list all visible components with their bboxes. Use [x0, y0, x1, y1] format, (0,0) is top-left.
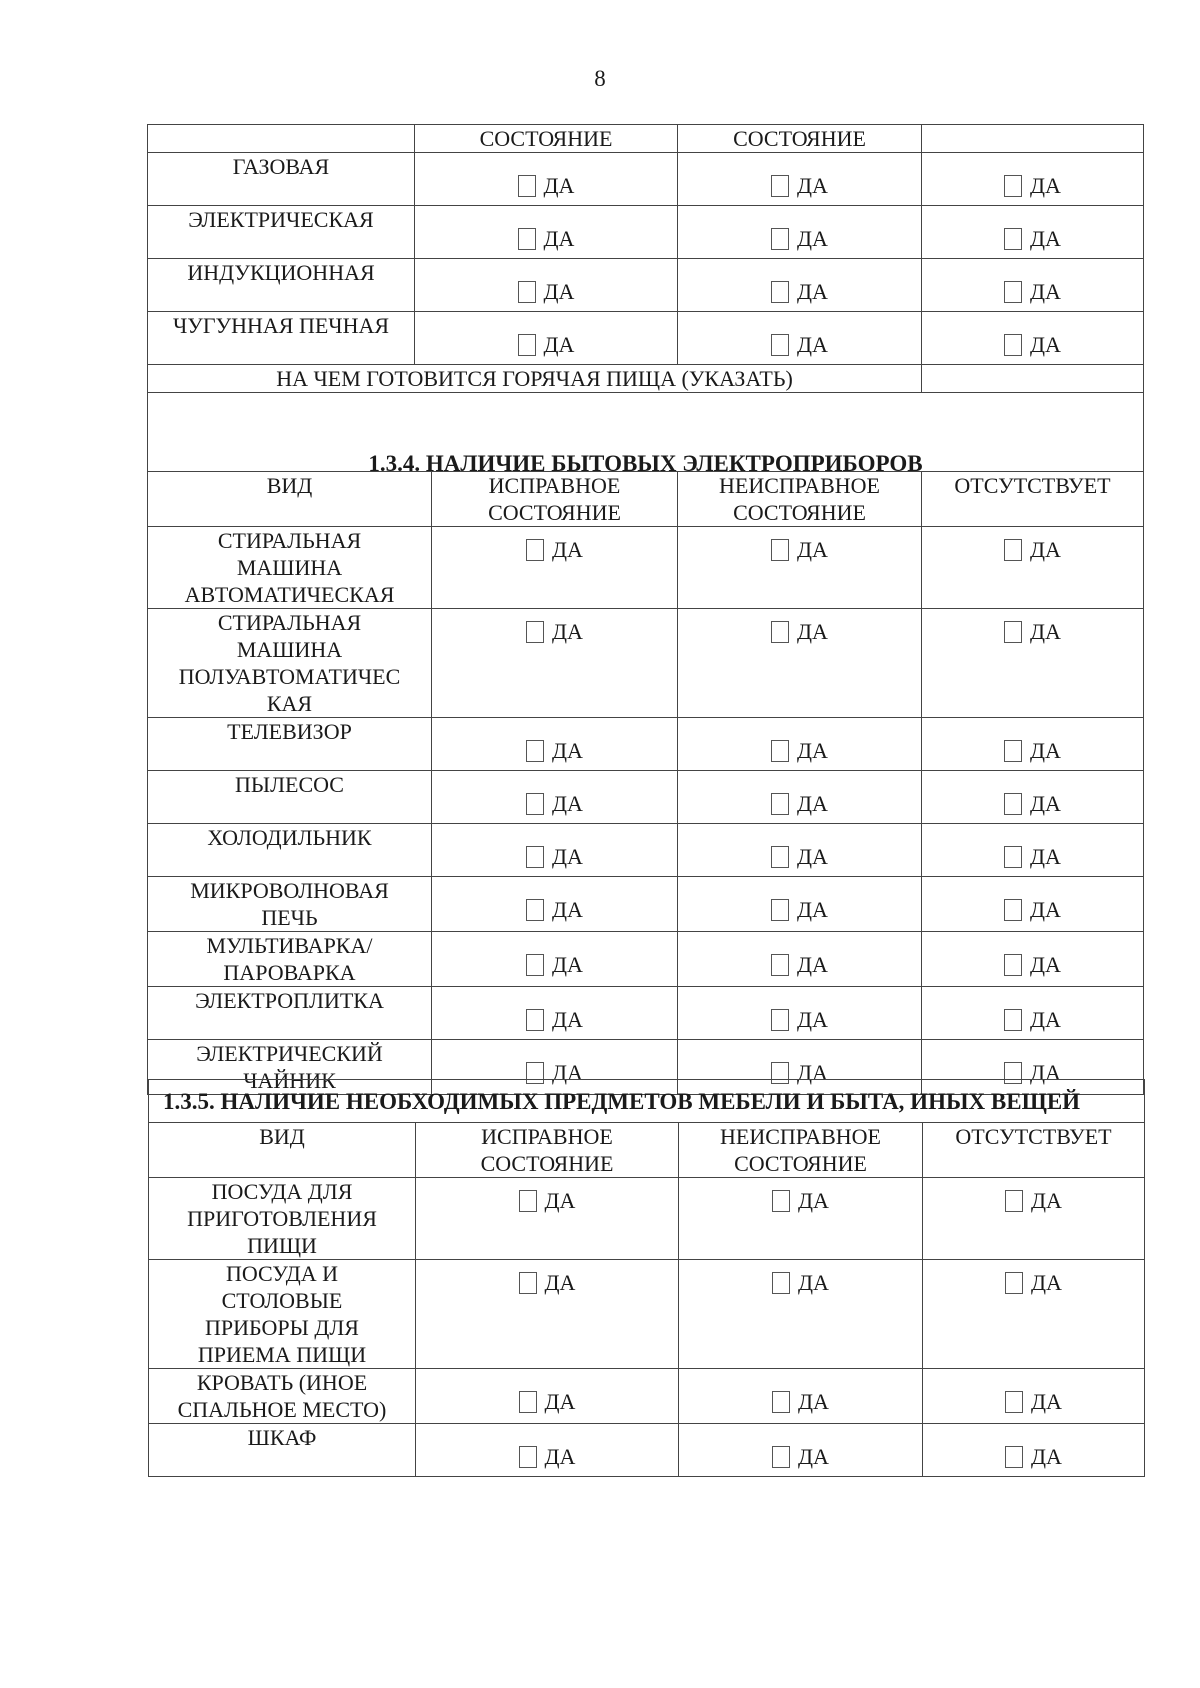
checkbox-label: ДА	[552, 791, 583, 816]
absent-checkbox[interactable]	[922, 899, 1143, 921]
checkbox-square-icon[interactable]	[772, 1190, 790, 1212]
checkbox-square-icon[interactable]	[526, 539, 544, 561]
page-number: 8	[594, 66, 606, 91]
working-checkbox[interactable]	[432, 1009, 677, 1031]
checkbox-square-icon[interactable]	[1004, 539, 1022, 561]
working-checkbox[interactable]	[416, 1391, 678, 1413]
working-checkbox[interactable]	[432, 539, 677, 561]
broken-cell	[679, 1260, 923, 1369]
checkbox-square-icon[interactable]	[1004, 621, 1022, 643]
absent-cell	[923, 1369, 1145, 1424]
checkbox-square-icon[interactable]	[1004, 334, 1022, 356]
working-checkbox[interactable]	[432, 899, 677, 921]
checkbox-label: ДА	[797, 738, 828, 763]
stove-type-table	[147, 124, 1144, 477]
working-checkbox[interactable]	[432, 621, 677, 643]
checkbox-label: ДА	[1030, 1007, 1061, 1032]
checkbox-label: ДА	[798, 1389, 829, 1414]
checkbox-label: ДА	[797, 279, 828, 304]
absent-cell	[923, 1424, 1145, 1477]
absent-checkbox[interactable]	[922, 846, 1143, 868]
checkbox-label: ДА	[797, 844, 828, 869]
table-row	[148, 987, 1144, 1040]
broken-checkbox[interactable]	[679, 1446, 922, 1468]
working-checkbox[interactable]	[415, 334, 677, 356]
absent-checkbox[interactable]	[922, 793, 1143, 815]
furniture-table	[148, 1079, 1145, 1477]
section-title: 1.3.5. НАЛИЧИЕ НЕОБХОДИМЫХ ПРЕДМЕТОВ МЕБЕЛИ И БЫТА, ИНЫХ ВЕЩЕЙ	[149, 1080, 1145, 1123]
table-row	[148, 932, 1144, 987]
absent-cell	[922, 206, 1144, 259]
absent-cell	[922, 259, 1144, 312]
checkbox-label: ДА	[543, 332, 575, 357]
checkbox-square-icon[interactable]	[1005, 1391, 1023, 1413]
working-checkbox[interactable]	[416, 1272, 678, 1294]
header-row	[148, 125, 1144, 153]
checkbox-label: ДА	[797, 173, 828, 198]
working-cell	[432, 877, 678, 932]
broken-cell	[678, 259, 922, 312]
checkbox-square-icon[interactable]	[1004, 175, 1022, 197]
checkbox-label: ДА	[544, 1444, 576, 1469]
absent-cell	[922, 153, 1144, 206]
checkbox-square-icon[interactable]	[771, 954, 789, 976]
checkbox-label: ДА	[1031, 1444, 1062, 1469]
checkbox-square-icon[interactable]	[518, 228, 536, 250]
column-header: ИСПРАВНОЕ СОСТОЯНИЕ	[416, 1123, 679, 1178]
row-label: ПОСУДА ДЛЯ ПРИГОТОВЛЕНИЯ ПИЩИ	[149, 1178, 416, 1260]
working-checkbox[interactable]	[415, 175, 677, 197]
absent-cell	[922, 987, 1144, 1040]
row-label: ГАЗОВАЯ	[148, 153, 415, 206]
absent-cell	[922, 609, 1144, 718]
checkbox-label: ДА	[543, 279, 575, 304]
row-label: ИНДУКЦИОННАЯ	[148, 259, 415, 312]
broken-checkbox[interactable]	[678, 539, 921, 561]
working-cell	[415, 259, 678, 312]
checkbox-label: ДА	[1030, 1060, 1061, 1085]
checkbox-square-icon[interactable]	[519, 1446, 537, 1468]
checkbox-label: ДА	[544, 1188, 576, 1213]
broken-cell	[678, 987, 922, 1040]
working-checkbox[interactable]	[416, 1190, 678, 1212]
checkbox-square-icon[interactable]	[1004, 846, 1022, 868]
checkbox-label: ДА	[543, 226, 575, 251]
table-row	[148, 259, 1144, 312]
checkbox-label: ДА	[1030, 738, 1061, 763]
checkbox-square-icon[interactable]	[771, 899, 789, 921]
row-label: КРОВАТЬ (ИНОЕ СПАЛЬНОЕ МЕСТО)	[149, 1369, 416, 1424]
absent-cell	[922, 527, 1144, 609]
column-header: НЕИСПРАВНОЕ СОСТОЯНИЕ	[679, 1123, 923, 1178]
header-row	[149, 1123, 1145, 1178]
row-label: МИКРОВОЛНОВАЯ ПЕЧЬ	[148, 877, 432, 932]
broken-checkbox[interactable]	[678, 899, 921, 921]
table-row	[148, 877, 1144, 932]
checkbox-label: ДА	[1030, 226, 1061, 251]
checkbox-square-icon[interactable]	[519, 1391, 537, 1413]
checkbox-label: ДА	[552, 844, 583, 869]
checkbox-label: ДА	[552, 1060, 583, 1085]
absent-checkbox[interactable]	[923, 1391, 1144, 1413]
checkbox-square-icon[interactable]	[771, 334, 789, 356]
broken-checkbox[interactable]	[678, 175, 921, 197]
checkbox-square-icon[interactable]	[518, 175, 536, 197]
checkbox-label: ДА	[1030, 791, 1061, 816]
checkbox-square-icon[interactable]	[1004, 899, 1022, 921]
column-header: ОТСУТСТВУЕТ	[923, 1123, 1145, 1178]
broken-checkbox[interactable]	[678, 621, 921, 643]
working-cell	[432, 718, 678, 771]
hot-food-row	[148, 365, 1144, 393]
working-cell	[432, 527, 678, 609]
checkbox-square-icon[interactable]	[771, 1009, 789, 1031]
checkbox-label: ДА	[797, 952, 828, 977]
absent-cell	[922, 771, 1144, 824]
absent-checkbox[interactable]	[922, 954, 1143, 976]
checkbox-label: ДА	[552, 952, 583, 977]
checkbox-square-icon[interactable]	[1004, 228, 1022, 250]
working-cell	[432, 609, 678, 718]
working-checkbox[interactable]	[432, 954, 677, 976]
broken-checkbox[interactable]	[679, 1391, 922, 1413]
hot-food-answer[interactable]	[922, 365, 1144, 393]
checkbox-square-icon[interactable]	[772, 1272, 790, 1294]
appliances-table	[147, 471, 1144, 1095]
checkbox-square-icon[interactable]	[518, 281, 536, 303]
checkbox-square-icon[interactable]	[526, 740, 544, 762]
checkbox-square-icon[interactable]	[771, 175, 789, 197]
table-row	[148, 771, 1144, 824]
checkbox-label: ДА	[1030, 844, 1061, 869]
broken-checkbox[interactable]	[678, 228, 921, 250]
section-title-row	[148, 393, 1144, 478]
working-cell	[432, 771, 678, 824]
checkbox-label: ДА	[1030, 619, 1061, 644]
broken-checkbox[interactable]	[678, 846, 921, 868]
broken-cell	[679, 1369, 923, 1424]
absent-checkbox[interactable]	[922, 1009, 1143, 1031]
broken-cell	[678, 824, 922, 877]
broken-cell	[678, 932, 922, 987]
broken-cell	[678, 877, 922, 932]
row-label: МУЛЬТИВАРКА/ ПАРОВАРКА	[148, 932, 432, 987]
row-label: ПОСУДА И СТОЛОВЫЕ ПРИБОРЫ ДЛЯ ПРИЕМА ПИЩИ	[149, 1260, 416, 1369]
checkbox-square-icon[interactable]	[518, 334, 536, 356]
broken-cell	[678, 718, 922, 771]
checkbox-square-icon[interactable]	[1004, 954, 1022, 976]
row-label: ЧУГУННАЯ ПЕЧНАЯ	[148, 312, 415, 365]
checkbox-label: ДА	[543, 173, 575, 198]
column-header	[148, 125, 415, 153]
checkbox-square-icon[interactable]	[1004, 793, 1022, 815]
checkbox-label: ДА	[797, 791, 828, 816]
working-checkbox[interactable]	[432, 740, 677, 762]
checkbox-label: ДА	[797, 537, 828, 562]
working-checkbox[interactable]	[432, 846, 677, 868]
checkbox-square-icon[interactable]	[772, 1391, 790, 1413]
absent-checkbox[interactable]	[922, 175, 1143, 197]
section-title: 1.3.4. НАЛИЧИЕ БЫТОВЫХ ЭЛЕКТРОПРИБОРОВ	[148, 393, 1144, 478]
table-row	[149, 1424, 1145, 1477]
column-header: ВИД	[149, 1123, 416, 1178]
table-row	[149, 1369, 1145, 1424]
row-label: СТИРАЛЬНАЯ МАШИНА АВТОМАТИЧЕСКАЯ	[148, 527, 432, 609]
broken-cell	[678, 609, 922, 718]
checkbox-square-icon[interactable]	[526, 1009, 544, 1031]
checkbox-label: ДА	[1030, 897, 1061, 922]
table-row	[148, 824, 1144, 877]
absent-checkbox[interactable]	[923, 1446, 1144, 1468]
working-cell	[415, 153, 678, 206]
working-checkbox[interactable]	[415, 281, 677, 303]
broken-checkbox[interactable]	[678, 281, 921, 303]
row-label: ЭЛЕКТРИЧЕСКАЯ	[148, 206, 415, 259]
broken-checkbox[interactable]	[678, 793, 921, 815]
checkbox-label: ДА	[544, 1270, 576, 1295]
checkbox-label: ДА	[798, 1444, 829, 1469]
absent-cell	[923, 1178, 1145, 1260]
table-row	[148, 206, 1144, 259]
checkbox-square-icon[interactable]	[519, 1190, 537, 1212]
row-label: ПЫЛЕСОС	[148, 771, 432, 824]
checkbox-square-icon[interactable]	[1004, 281, 1022, 303]
checkbox-square-icon[interactable]	[519, 1272, 537, 1294]
checkbox-square-icon[interactable]	[526, 621, 544, 643]
broken-cell	[679, 1178, 923, 1260]
checkbox-label: ДА	[797, 226, 828, 251]
column-header: СОСТОЯНИЕ	[415, 125, 678, 153]
checkbox-square-icon[interactable]	[526, 954, 544, 976]
working-checkbox[interactable]	[432, 793, 677, 815]
absent-cell	[923, 1260, 1145, 1369]
checkbox-square-icon[interactable]	[1004, 740, 1022, 762]
checkbox-square-icon[interactable]	[526, 846, 544, 868]
column-header: ВИД	[148, 472, 432, 527]
checkbox-label: ДА	[552, 897, 583, 922]
broken-cell	[678, 771, 922, 824]
broken-checkbox[interactable]	[679, 1190, 922, 1212]
checkbox-square-icon[interactable]	[771, 228, 789, 250]
column-header: ОТСУТСТВУЕТ	[922, 472, 1144, 527]
working-cell	[415, 206, 678, 259]
broken-checkbox[interactable]	[678, 954, 921, 976]
checkbox-label: ДА	[1031, 1270, 1062, 1295]
checkbox-label: ДА	[797, 619, 828, 644]
row-label: СТИРАЛЬНАЯ МАШИНА ПОЛУАВТОМАТИЧЕС КАЯ	[148, 609, 432, 718]
broken-cell	[678, 312, 922, 365]
table-row	[148, 718, 1144, 771]
row-label: ЭЛЕКТРИЧЕСКИЙ ЧАЙНИК	[148, 1040, 432, 1095]
absent-cell	[922, 718, 1144, 771]
row-label: ШКАФ	[149, 1424, 416, 1477]
absent-checkbox[interactable]	[922, 621, 1143, 643]
row-label: ХОЛОДИЛЬНИК	[148, 824, 432, 877]
checkbox-label: ДА	[552, 537, 583, 562]
working-cell	[415, 312, 678, 365]
checkbox-square-icon[interactable]	[1004, 1009, 1022, 1031]
absent-checkbox[interactable]	[922, 334, 1143, 356]
table-row	[148, 312, 1144, 365]
checkbox-label: ДА	[797, 1060, 828, 1085]
broken-checkbox[interactable]	[678, 740, 921, 762]
checkbox-label: ДА	[1030, 537, 1061, 562]
working-cell	[416, 1369, 679, 1424]
column-header: ИСПРАВНОЕ СОСТОЯНИЕ	[432, 472, 678, 527]
working-checkbox[interactable]	[415, 228, 677, 250]
absent-cell	[922, 877, 1144, 932]
checkbox-square-icon[interactable]	[1005, 1190, 1023, 1212]
checkbox-label: ДА	[1031, 1188, 1062, 1213]
absent-cell	[922, 824, 1144, 877]
column-header: НЕИСПРАВНОЕ СОСТОЯНИЕ	[678, 472, 922, 527]
table-row	[148, 609, 1144, 718]
absent-checkbox[interactable]	[922, 539, 1143, 561]
absent-cell	[922, 932, 1144, 987]
checkbox-square-icon[interactable]	[771, 846, 789, 868]
checkbox-square-icon[interactable]	[772, 1446, 790, 1468]
checkbox-square-icon[interactable]	[526, 793, 544, 815]
broken-checkbox[interactable]	[678, 334, 921, 356]
checkbox-label: ДА	[798, 1188, 829, 1213]
column-header	[922, 125, 1144, 153]
hot-food-label: НА ЧЕМ ГОТОВИТСЯ ГОРЯЧАЯ ПИЩА (УКАЗАТЬ)	[148, 365, 922, 393]
checkbox-label: ДА	[1030, 173, 1061, 198]
checkbox-label: ДА	[1030, 279, 1061, 304]
broken-cell	[678, 206, 922, 259]
checkbox-square-icon[interactable]	[526, 899, 544, 921]
working-cell	[432, 824, 678, 877]
table-row	[149, 1260, 1145, 1369]
absent-checkbox[interactable]	[922, 281, 1143, 303]
working-cell	[432, 932, 678, 987]
column-header: СОСТОЯНИЕ	[678, 125, 922, 153]
row-label: ЭЛЕКТРОПЛИТКА	[148, 987, 432, 1040]
checkbox-label: ДА	[798, 1270, 829, 1295]
section-title-row	[149, 1080, 1145, 1123]
absent-checkbox[interactable]	[922, 228, 1143, 250]
checkbox-label: ДА	[552, 619, 583, 644]
absent-checkbox[interactable]	[923, 1272, 1144, 1294]
checkbox-square-icon[interactable]	[1005, 1272, 1023, 1294]
working-cell	[432, 987, 678, 1040]
checkbox-label: ДА	[1030, 952, 1061, 977]
header-row	[148, 472, 1144, 527]
working-cell	[416, 1178, 679, 1260]
working-checkbox[interactable]	[416, 1446, 678, 1468]
table-row	[148, 527, 1144, 609]
broken-checkbox[interactable]	[678, 1009, 921, 1031]
working-cell	[416, 1260, 679, 1369]
checkbox-label: ДА	[797, 897, 828, 922]
row-label: ТЕЛЕВИЗОР	[148, 718, 432, 771]
checkbox-square-icon[interactable]	[771, 621, 789, 643]
checkbox-label: ДА	[544, 1389, 576, 1414]
broken-cell	[678, 527, 922, 609]
table-row	[149, 1178, 1145, 1260]
checkbox-label: ДА	[1030, 332, 1061, 357]
checkbox-label: ДА	[1031, 1389, 1062, 1414]
checkbox-square-icon[interactable]	[771, 281, 789, 303]
table-row	[148, 153, 1144, 206]
working-cell	[416, 1424, 679, 1477]
checkbox-square-icon[interactable]	[771, 740, 789, 762]
checkbox-square-icon[interactable]	[771, 793, 789, 815]
checkbox-label: ДА	[797, 332, 828, 357]
absent-cell	[922, 312, 1144, 365]
checkbox-label: ДА	[797, 1007, 828, 1032]
checkbox-square-icon[interactable]	[1005, 1446, 1023, 1468]
broken-cell	[678, 153, 922, 206]
checkbox-label: ДА	[552, 738, 583, 763]
checkbox-label: ДА	[552, 1007, 583, 1032]
broken-cell	[679, 1424, 923, 1477]
absent-checkbox[interactable]	[923, 1190, 1144, 1212]
broken-checkbox[interactable]	[679, 1272, 922, 1294]
checkbox-square-icon[interactable]	[771, 539, 789, 561]
absent-checkbox[interactable]	[922, 740, 1143, 762]
